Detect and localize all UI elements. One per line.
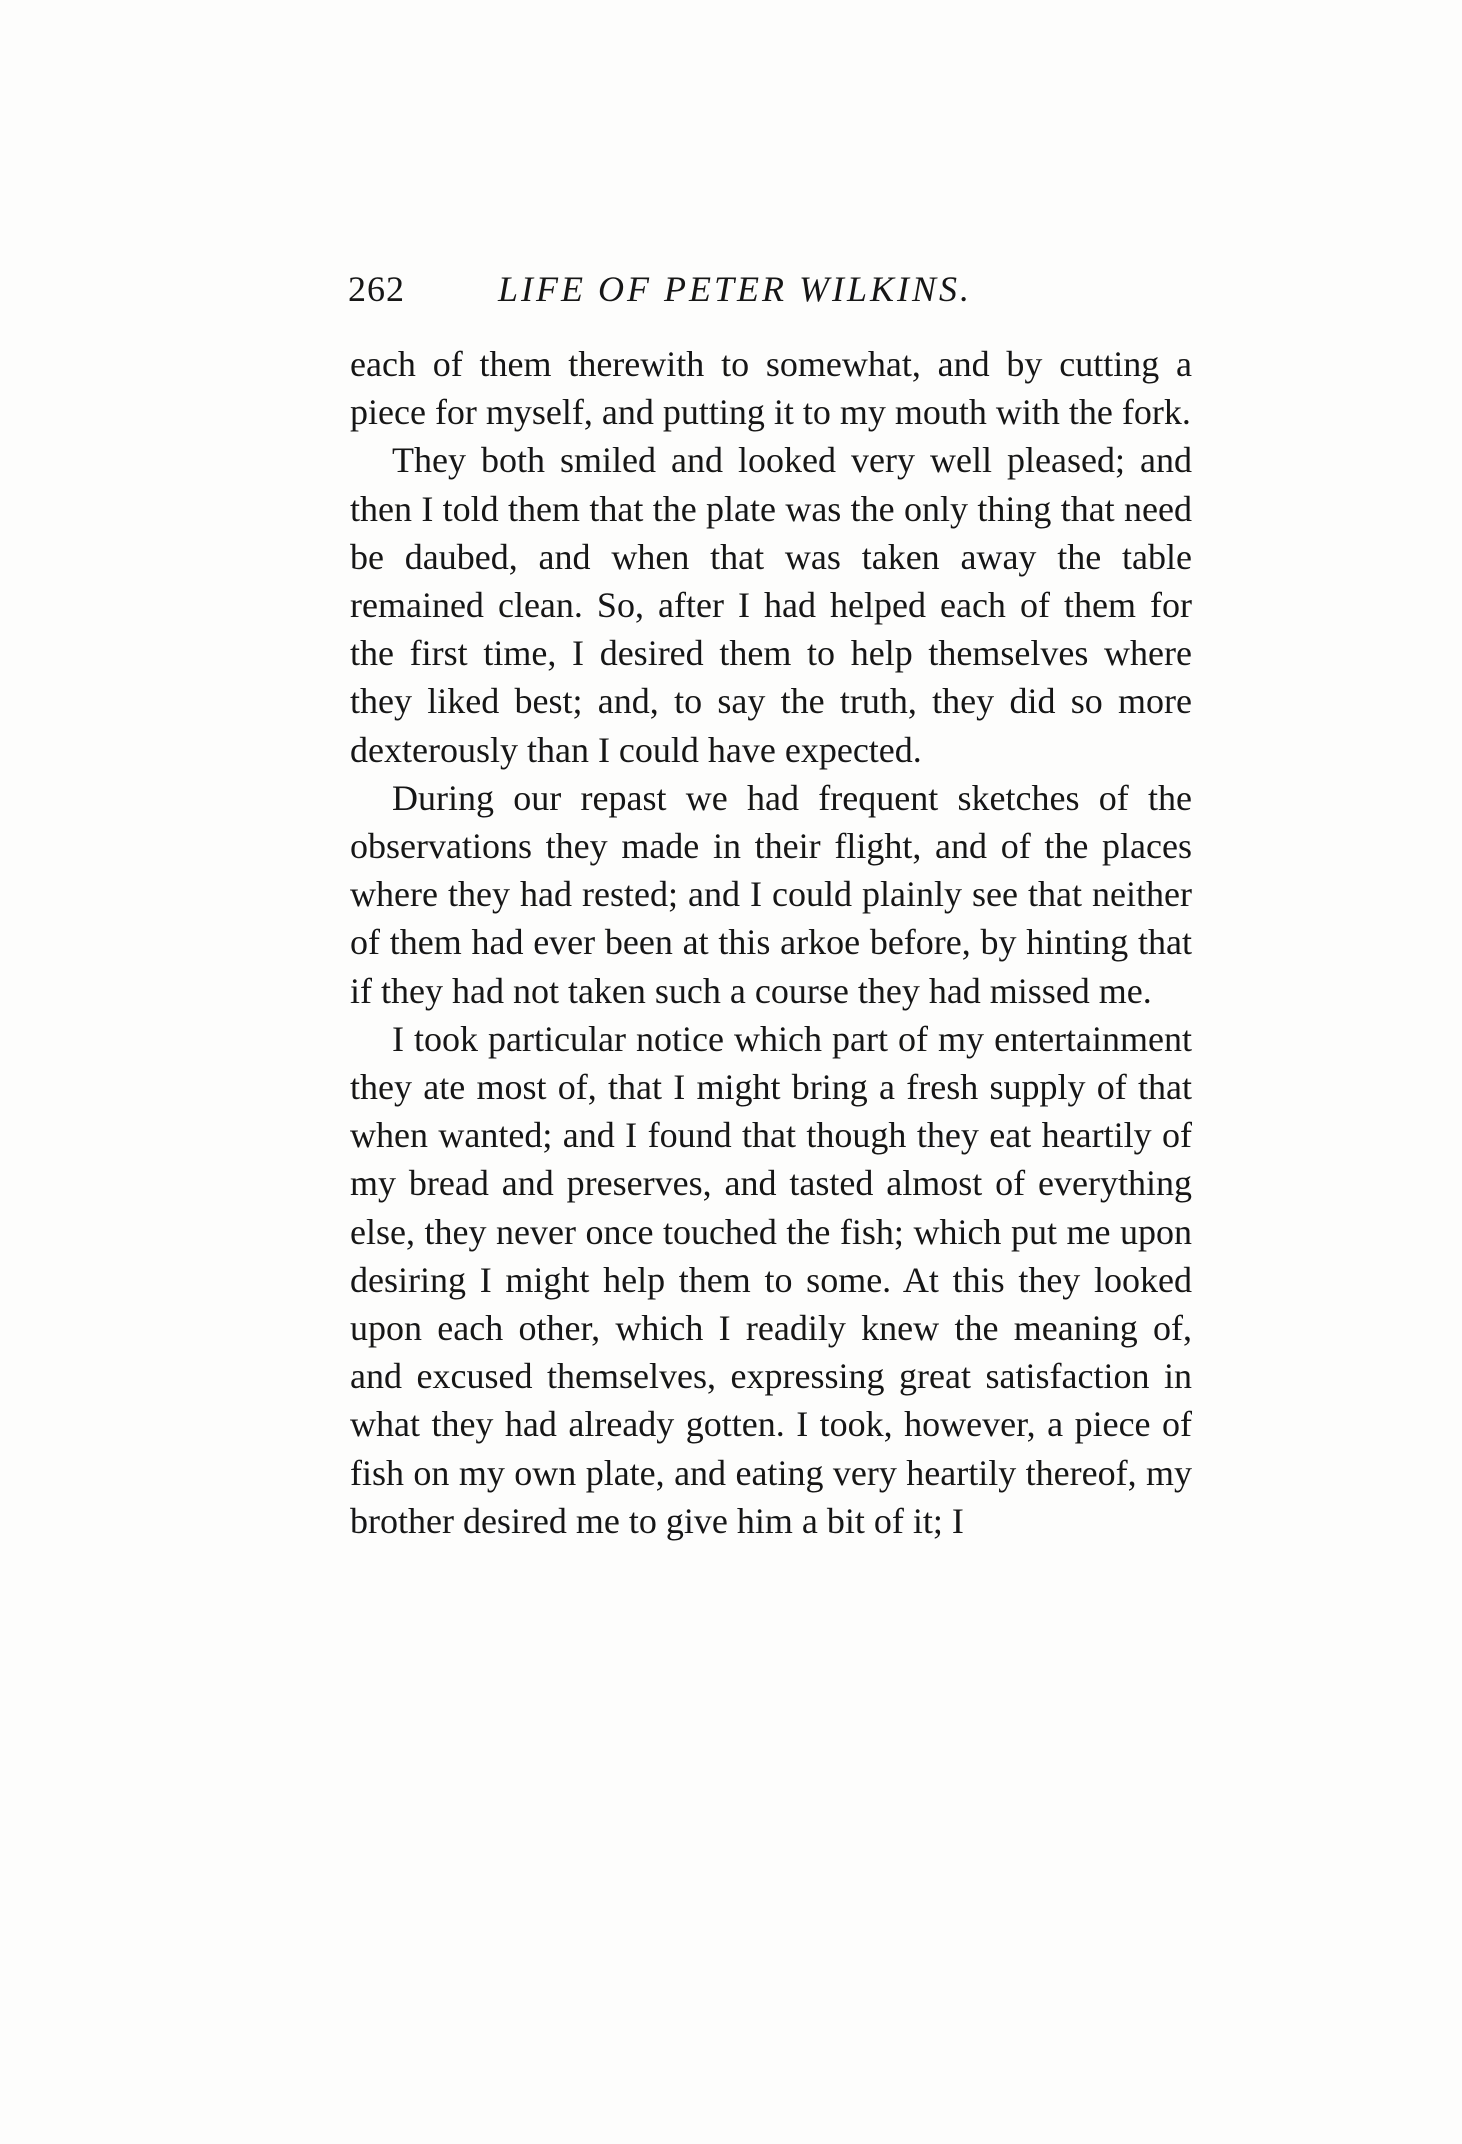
paragraph-3: During our repast we had frequent sketches of the observations they made in their flight, and of the places where they had rested; and I could plainly see that neither of them had ever been at this arkoe before, by hinting that if they had not taken such a course they had missed me. bbox=[350, 777, 1192, 1011]
running-title: LIFE OF PETER WILKINS. bbox=[498, 269, 972, 309]
paragraph-4: I took particular notice which part of my entertainment they ate most of, that I might bring a fresh supply of that when wanted; and I found that though they eat heartily of my bread and preserves, and tasted almost of everything else, they never once touched the fish; which put me upon desiring I might help them to some. At this they looked upon each other, which I readily knew the meaning of, and excused themselves, expressing great satisfaction in what they had already gotten. I took, however, a piece of fish on my own plate, and eating very heartily thereof, my brother desired me to give him a bit of it; I bbox=[350, 1018, 1192, 1541]
paragraph-2: They both smiled and looked very well pleased; and then I told them that the plate was the only thing that need be daubed, and when that was taken away the table remained clean. So, after I had helped each of them for the first time, I desired them to help themselves where they liked best; and, to say the truth, they did so more dexterously than I could have expected. bbox=[350, 440, 1192, 770]
page-header bbox=[348, 268, 1198, 320]
paragraph-1: each of them therewith to somewhat, and by cutting a piece for myself, and putting it to my mouth with the fork. bbox=[350, 344, 1192, 433]
body-text bbox=[350, 340, 1192, 1545]
page-number: 262 bbox=[348, 269, 405, 309]
